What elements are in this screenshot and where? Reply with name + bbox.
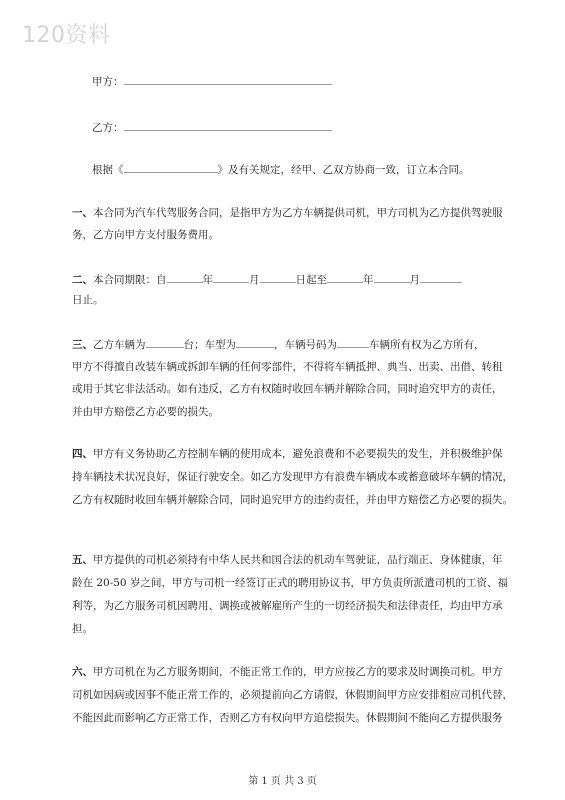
party-a-line — [92, 74, 332, 89]
watermark-logo: 120资料 — [22, 23, 111, 48]
clause5-line4: 担。 — [72, 623, 93, 635]
clause6-text1: 甲方司机在为乙方服务期间，不能正常工作的，甲方应按乙方的要求及时调换司机。甲方 — [93, 666, 503, 678]
clause2-head: 二、 — [72, 274, 93, 286]
clause4-head: 四、 — [72, 448, 93, 460]
party-b-blank — [124, 120, 332, 131]
clause3-t4: 车辆所有权为乙方所有， — [369, 339, 485, 351]
clause3-line2: 甲方不得擅自改装车辆或拆卸车辆的任何零部件，不得将车辆抵押、典当、出卖、出借、转租 — [72, 361, 503, 373]
party-b-line — [92, 120, 332, 135]
vehicle-count-blank — [146, 337, 184, 348]
end-year-blank — [327, 272, 363, 283]
end-year-label: 年 — [363, 274, 374, 286]
end-month-blank — [374, 272, 410, 283]
vehicle-model-blank — [236, 337, 274, 348]
clause3-line3: 或用于其它非法活动。如有违反，乙方有权随时收回车辆并解除合同，同时追究甲方的责任， — [72, 383, 503, 395]
clause4-line2: 持车辆技术状况良好，保证行驶安全。如乙方发现甲方有浪费车辆成本或蓄意破坏车辆的情况， — [72, 471, 513, 483]
clause2-label: 本合同期限：自 — [93, 274, 167, 286]
start-year-blank — [167, 272, 203, 283]
clause5-line1 — [72, 553, 503, 567]
clause3-t1: 乙方车辆为 — [93, 339, 146, 351]
start-day-label: 日起至 — [295, 274, 327, 286]
clause6-line1 — [72, 665, 503, 679]
clause4-line1 — [72, 447, 503, 461]
start-month-label: 月 — [249, 274, 260, 286]
clause1-line2: 务，乙方向甲方支付服务费用。 — [72, 229, 219, 241]
start-day-blank — [260, 272, 296, 283]
party-b-label: 乙方： — [92, 122, 124, 134]
page-number: 第 1 页 共 3 页 — [248, 776, 317, 787]
law-name-blank — [124, 162, 218, 173]
clause6-line2: 司机如因病或因事不能正常工作的，必须提前向乙方请假，休假期间甲方应安排相应司机代替， — [72, 689, 513, 701]
party-a-blank — [124, 74, 332, 85]
end-month-label: 月 — [409, 274, 420, 286]
start-month-blank — [213, 272, 249, 283]
party-a-label: 甲方： — [92, 76, 124, 88]
preamble — [92, 162, 470, 177]
preamble-post: 》及有关规定，经甲、乙双方协商一致，订立本合同。 — [217, 164, 470, 176]
clause3-t3: ，车辆号码为 — [274, 339, 337, 351]
clause3-line1 — [72, 337, 485, 352]
plate-number-blank — [337, 337, 369, 348]
clause5-text1: 甲方提供的司机必须持有中华人民共和国合法的机动车驾驶证，品行端正、身体健康，年 — [93, 554, 503, 566]
clause2-line2: 日止。 — [72, 294, 104, 306]
clause5-line2: 龄在 20-50 岁之间，甲方与司机一经签订正式的聘用协议书，甲方负责所派遣司机的工资、福 — [72, 577, 508, 589]
clause3-t2: 台；车型为 — [183, 339, 236, 351]
clause1-head: 一、 — [72, 207, 93, 219]
clause1-text1: 本合同为汽车代驾服务合同，是指甲方为乙方车辆提供司机，甲方司机为乙方提供驾驶服 — [93, 207, 503, 219]
end-day-blank — [420, 272, 462, 283]
clause5-head: 五、 — [72, 554, 93, 566]
start-year-label: 年 — [202, 274, 213, 286]
clause4-line3: 乙方有权随时收回车辆并解除合同，同时追究甲方的违约责任，并由甲方赔偿乙方必要的损失。 — [72, 494, 513, 506]
clause1-line1 — [72, 206, 503, 220]
clause4-text1: 甲方有义务协助乙方控制车辆的使用成本，避免浪费和不必要损失的发生，并积极维护保 — [93, 448, 503, 460]
preamble-pre: 根据《 — [92, 164, 124, 176]
clause5-line3: 利等，为乙方服务司机因聘用、调换或被解雇所产生的一切经济损失和法律责任，均由甲方承 — [72, 600, 503, 612]
clause6-line3: 不能因此而影响乙方正常工作，否则乙方有权向甲方追偿损失。休假期间不能向乙方提供服务 — [72, 712, 503, 724]
clause3-head: 三、 — [72, 339, 93, 351]
clause3-line4: 并由甲方赔偿乙方必要的损失。 — [72, 406, 219, 418]
clause6-head: 六、 — [72, 666, 93, 678]
clause2-line1 — [72, 272, 462, 287]
